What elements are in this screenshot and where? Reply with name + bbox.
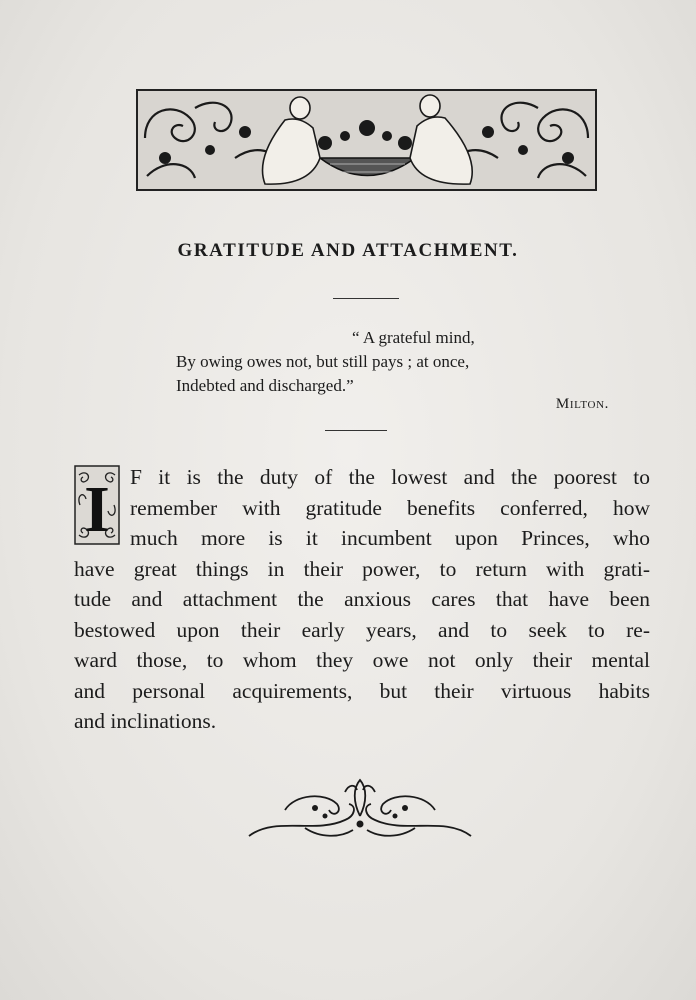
drop-cap-letter: I	[84, 473, 110, 545]
body-line: much more is it incumbent upon Princes, who	[130, 526, 650, 550]
title-divider-rule	[333, 298, 399, 299]
body-paragraph	[74, 462, 650, 737]
epigraph-divider-rule	[325, 430, 387, 431]
epigraph-line: Indebted and discharged.”	[176, 376, 354, 395]
body-line: F it is the duty of the lowest and the poorest to	[130, 465, 650, 489]
engraved-headpiece-illustration	[135, 88, 598, 192]
epigraph-line: “ A grateful mind,	[352, 328, 475, 347]
body-line: ward those, to whom they owe not only their mental	[74, 648, 650, 672]
epigraph-quote	[176, 326, 616, 398]
body-line: and inclinations.	[74, 709, 217, 733]
chapter-title: GRATITUDE AND ATTACHMENT.	[177, 240, 519, 261]
epigraph-line: By owing owes not, but still pays ; at once,	[176, 352, 470, 371]
body-line: remember with gratitude benefits conferred, how	[130, 495, 650, 520]
epigraph-author: Milton.	[555, 396, 609, 412]
body-line: tude and attachment the anxious cares that have been	[74, 587, 650, 611]
body-line: have great things in their power, to return with grati-	[74, 556, 650, 581]
ornamental-tailpiece	[245, 776, 475, 844]
body-line: bestowed upon their early years, and to seek to re-	[74, 617, 650, 642]
body-line: and personal acquirements, but their virtuous habits	[74, 678, 650, 703]
